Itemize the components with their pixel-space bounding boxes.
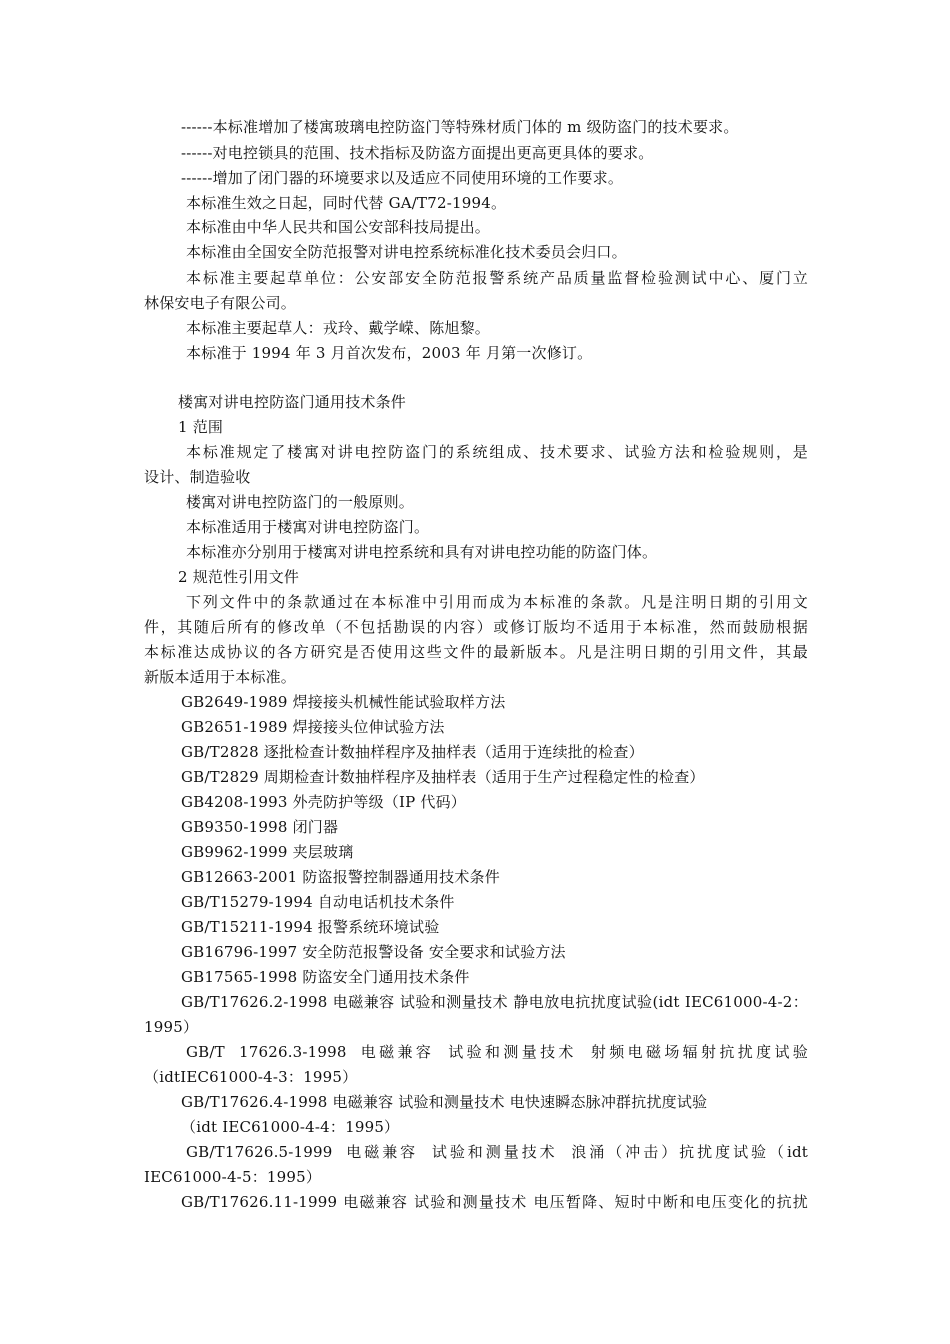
reference-item: GB/T17626.5-1999 电磁兼容 试验和测量技术 浪涌（冲击）抗扰度试验（idt xyxy=(186,1143,808,1161)
reference-item: GB/T2828 逐批检查计数抽样程序及抽样表（适用于连续批的检查） xyxy=(181,743,644,761)
paragraph-line: 楼寓对讲电控防盗门的一般原则。 xyxy=(186,493,415,511)
paragraph-line: 本标准适用于楼寓对讲电控防盗门。 xyxy=(186,518,430,536)
reference-item: GB/T17626.2-1998 电磁兼容 试验和测量技术 静电放电抗扰度试验(idt IEC61000-4-2： xyxy=(181,993,808,1011)
paragraph-line: 设计、制造验收 xyxy=(144,468,251,486)
paragraph-line: 本标准达成协议的各方研究是否使用这些文件的最新版本。凡是注明日期的引用文件，其最 xyxy=(144,643,808,661)
section-heading: 2 规范性引用文件 xyxy=(178,568,300,586)
paragraph-line: 本标准由中华人民共和国公安部科技局提出。 xyxy=(186,218,491,236)
reference-item: GB/T15211-1994 报警系统环境试验 xyxy=(181,918,440,936)
reference-item: GB/T17626.4-1998 电磁兼容 试验和测量技术 电快速瞬态脉冲群抗扰度试验 xyxy=(181,1093,708,1111)
paragraph-line: 下列文件中的条款通过在本标准中引用而成为本标准的条款。凡是注明日期的引用文 xyxy=(186,593,808,611)
paragraph-line: 本标准规定了楼寓对讲电控防盗门的系统组成、技术要求、试验方法和检验规则，是 xyxy=(186,443,808,461)
paragraph-line: 新版本适用于本标准。 xyxy=(144,668,297,686)
reference-item-continuation: IEC61000-4-5：1995） xyxy=(144,1168,322,1186)
paragraph-line: 本标准亦分别用于楼寓对讲电控系统和具有对讲电控功能的防盗门体。 xyxy=(186,543,658,561)
reference-item: GB2649-1989 焊接接头机械性能试验取样方法 xyxy=(181,693,506,711)
paragraph-line: 本标准生效之日起，同时代替 GA/T72-1994。 xyxy=(186,194,507,212)
reference-item-continuation: （idtIEC61000-4-3：1995） xyxy=(144,1068,358,1086)
reference-item: GB/T2829 周期检查计数抽样程序及抽样表（适用于生产过程稳定性的检查） xyxy=(181,768,705,786)
section-heading: 1 范围 xyxy=(178,418,224,436)
document-title: 楼寓对讲电控防盗门通用技术条件 xyxy=(178,393,407,411)
reference-item-continuation: 1995） xyxy=(144,1018,199,1036)
reference-item: GB12663-2001 防盗报警控制器通用技术条件 xyxy=(181,868,500,886)
paragraph-line: ------增加了闭门器的环境要求以及适应不同使用环境的工作要求。 xyxy=(181,169,624,187)
reference-item: GB16796-1997 安全防范报警设备 安全要求和试验方法 xyxy=(181,943,566,961)
reference-item: GB9350-1998 闭门器 xyxy=(181,818,339,836)
paragraph-line: 本标准主要起草单位：公安部安全防范报警系统产品质量监督检验测试中心、厦门立 xyxy=(186,269,808,287)
paragraph-line: 本标准由全国安全防范报警对讲电控系统标准化技术委员会归口。 xyxy=(186,243,627,261)
reference-item: GB2651-1989 焊接接头位伸试验方法 xyxy=(181,718,445,736)
reference-item: GB/T 17626.3-1998 电磁兼容 试验和测量技术 射频电磁场辐射抗扰度试验 xyxy=(186,1043,808,1061)
reference-item: GB9962-1999 夹层玻璃 xyxy=(181,843,354,861)
paragraph-line: ------对电控锁具的范围、技术指标及防盗方面提出更高更具体的要求。 xyxy=(181,144,654,162)
paragraph-line: 本标准于 1994 年 3 月首次发布，2003 年 月第一次修订。 xyxy=(186,344,593,362)
paragraph-line: 林保安电子有限公司。 xyxy=(144,294,297,312)
reference-item: GB/T15279-1994 自动电话机技术条件 xyxy=(181,893,455,911)
reference-item: GB17565-1998 防盗安全门通用技术条件 xyxy=(181,968,470,986)
reference-item: GB/T17626.11-1999 电磁兼容 试验和测量技术 电压暂降、短时中断和电压变化的抗扰 xyxy=(181,1193,808,1211)
paragraph-line: ------本标准增加了楼寓玻璃电控防盗门等特殊材质门体的 m 级防盗门的技术要求。 xyxy=(181,118,739,136)
paragraph-line: 本标准主要起草人：戎玲、戴学嵘、陈旭黎。 xyxy=(186,319,491,337)
reference-item: GB4208-1993 外壳防护等级（IP 代码） xyxy=(181,793,466,811)
paragraph-line: 件，其随后所有的修改单（不包括勘误的内容）或修订版均不适用于本标准，然而鼓励根据 xyxy=(144,618,808,636)
reference-item-continuation: （idt IEC61000-4-4：1995） xyxy=(181,1118,400,1136)
